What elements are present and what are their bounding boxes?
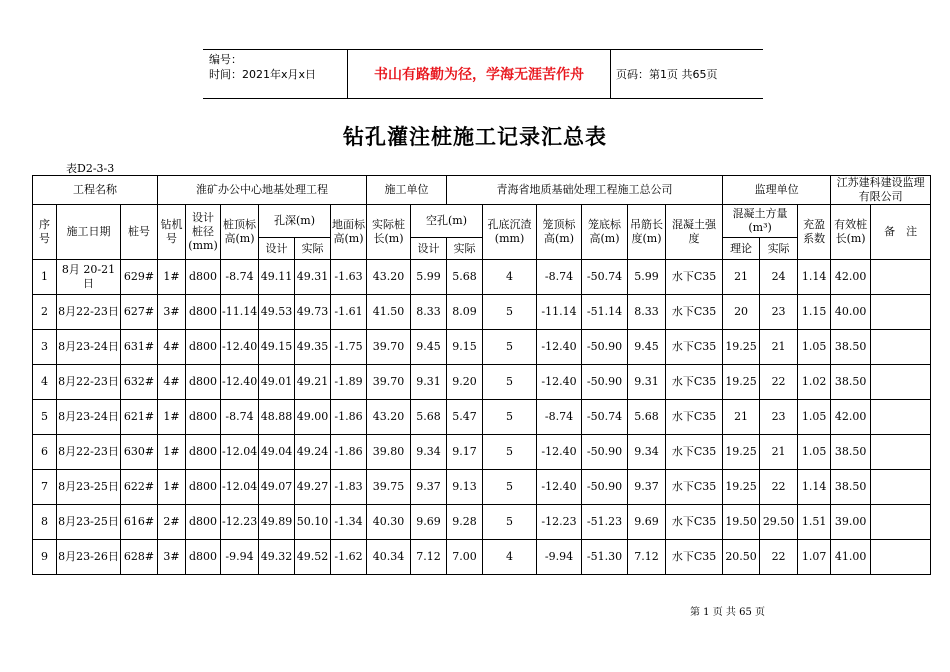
cell-pile: 630# — [121, 435, 158, 470]
col-hole-depth: 孔深(m) — [259, 205, 331, 238]
cell-dia: d800 — [186, 365, 221, 400]
col-empty-hole: 空孔(m) — [411, 205, 483, 238]
cell-rig: 1# — [158, 435, 186, 470]
info-row — [33, 176, 931, 205]
cell-sed: 5 — [483, 505, 537, 540]
cell-cage-top: -12.23 — [537, 505, 582, 540]
cell-date: 8月22-23日 — [57, 365, 121, 400]
project-label: 工程名称 — [33, 176, 158, 205]
cell-pile: 616# — [121, 505, 158, 540]
cell-sed: 5 — [483, 435, 537, 470]
contractor-value: 青海省地质基础处理工程施工总公司 — [447, 176, 723, 205]
cell-empty-d: 9.69 — [411, 505, 447, 540]
cell-pile: 632# — [121, 365, 158, 400]
cell-rig: 1# — [158, 260, 186, 295]
table-row — [33, 505, 931, 540]
cell-len: 39.75 — [367, 470, 411, 505]
cell-conc-a: 22 — [760, 540, 798, 575]
cell-cage-top: -12.40 — [537, 470, 582, 505]
cell-empty-a: 7.00 — [447, 540, 483, 575]
cell-grade: 水下C35 — [666, 330, 723, 365]
cell-rebar: 9.37 — [628, 470, 666, 505]
cell-conc-a: 23 — [760, 295, 798, 330]
cell-grade: 水下C35 — [666, 365, 723, 400]
cell-date: 8月23-24日 — [57, 400, 121, 435]
cell-depth-d: 49.11 — [259, 260, 295, 295]
cell-cage-top: -11.14 — [537, 295, 582, 330]
cell-seq: 9 — [33, 540, 57, 575]
cell-seq: 5 — [33, 400, 57, 435]
col-eff-len: 有效桩长(m) — [831, 205, 871, 260]
cell-grade: 水下C35 — [666, 540, 723, 575]
cell-len: 41.50 — [367, 295, 411, 330]
cell-depth-a: 49.00 — [295, 400, 331, 435]
cell-remark — [871, 470, 931, 505]
cell-depth-a: 50.10 — [295, 505, 331, 540]
cell-pile: 621# — [121, 400, 158, 435]
col-rig-no: 钻机号 — [158, 205, 186, 260]
cell-cage-top: -12.40 — [537, 365, 582, 400]
cell-remark — [871, 295, 931, 330]
cell-empty-d: 5.99 — [411, 260, 447, 295]
col-cage-bottom: 笼底标高(m) — [582, 205, 628, 260]
cell-remark — [871, 330, 931, 365]
cell-cage-top: -8.74 — [537, 260, 582, 295]
cell-empty-a: 5.47 — [447, 400, 483, 435]
cell-ground: -1.86 — [331, 400, 367, 435]
cell-rebar: 9.34 — [628, 435, 666, 470]
cell-cage-top: -8.74 — [537, 400, 582, 435]
cell-sed: 5 — [483, 330, 537, 365]
cell-top: -8.74 — [221, 400, 259, 435]
cell-depth-a: 49.27 — [295, 470, 331, 505]
cell-dia: d800 — [186, 470, 221, 505]
col-empty-actual: 实际 — [447, 238, 483, 260]
cell-ground: -1.34 — [331, 505, 367, 540]
cell-cage-bot: -51.30 — [582, 540, 628, 575]
table-row — [33, 295, 931, 330]
motto: 书山有路勤为径，学海无涯苦作舟 — [347, 50, 611, 98]
col-top-elev: 桩顶标高(m) — [221, 205, 259, 260]
cell-remark — [871, 540, 931, 575]
cell-grade: 水下C35 — [666, 260, 723, 295]
pile-record-table — [32, 175, 931, 575]
cell-ground: -1.75 — [331, 330, 367, 365]
cell-rebar: 5.68 — [628, 400, 666, 435]
contractor-label: 施工单位 — [367, 176, 447, 205]
cell-date: 8月22-23日 — [57, 435, 121, 470]
cell-depth-a: 49.21 — [295, 365, 331, 400]
cell-date: 8月23-25日 — [57, 505, 121, 540]
table-row — [33, 260, 931, 295]
cell-sed: 5 — [483, 470, 537, 505]
cell-coef: 1.07 — [798, 540, 831, 575]
cell-eff: 42.00 — [831, 400, 871, 435]
cell-coef: 1.15 — [798, 295, 831, 330]
cell-len: 40.34 — [367, 540, 411, 575]
cell-dia: d800 — [186, 540, 221, 575]
cell-seq: 3 — [33, 330, 57, 365]
cell-cage-top: -12.40 — [537, 435, 582, 470]
page-info: 页码：第1页 共65页 — [616, 68, 718, 81]
cell-cage-bot: -50.90 — [582, 330, 628, 365]
cell-conc-t: 21 — [723, 260, 760, 295]
table-row — [33, 540, 931, 575]
col-cage-top: 笼顶标高(m) — [537, 205, 582, 260]
cell-rig: 1# — [158, 400, 186, 435]
cell-empty-a: 9.17 — [447, 435, 483, 470]
cell-empty-d: 9.45 — [411, 330, 447, 365]
page-footer: 第 1 页 共 65 页 — [690, 607, 765, 618]
cell-seq: 1 — [33, 260, 57, 295]
cell-eff: 38.50 — [831, 435, 871, 470]
cell-conc-a: 29.50 — [760, 505, 798, 540]
cell-dia: d800 — [186, 260, 221, 295]
table-row — [33, 470, 931, 505]
cell-date: 8月23-25日 — [57, 470, 121, 505]
cell-empty-d: 9.37 — [411, 470, 447, 505]
cell-eff: 41.00 — [831, 540, 871, 575]
cell-empty-a: 9.28 — [447, 505, 483, 540]
cell-depth-d: 49.01 — [259, 365, 295, 400]
cell-len: 39.70 — [367, 330, 411, 365]
col-pile-len: 实际桩长(m) — [367, 205, 411, 260]
cell-empty-a: 9.20 — [447, 365, 483, 400]
cell-pile: 629# — [121, 260, 158, 295]
cell-cage-top: -12.40 — [537, 330, 582, 365]
cell-grade: 水下C35 — [666, 470, 723, 505]
cell-depth-a: 49.73 — [295, 295, 331, 330]
cell-top: -9.94 — [221, 540, 259, 575]
project-value: 淮矿办公中心地基处理工程 — [158, 176, 367, 205]
document-title: 钻孔灌注桩施工记录汇总表 — [343, 124, 607, 149]
table-number: 表D2-3-3 — [66, 162, 115, 175]
col-empty-design: 设计 — [411, 238, 447, 260]
table-row — [33, 400, 931, 435]
cell-rebar: 8.33 — [628, 295, 666, 330]
cell-grade: 水下C35 — [666, 435, 723, 470]
cell-remark — [871, 505, 931, 540]
cell-conc-a: 24 — [760, 260, 798, 295]
cell-conc-a: 22 — [760, 365, 798, 400]
cell-coef: 1.05 — [798, 330, 831, 365]
cell-empty-d: 5.68 — [411, 400, 447, 435]
cell-conc-t: 20 — [723, 295, 760, 330]
cell-grade: 水下C35 — [666, 400, 723, 435]
cell-dia: d800 — [186, 505, 221, 540]
cell-dia: d800 — [186, 330, 221, 365]
cell-ground: -1.61 — [331, 295, 367, 330]
cell-cage-bot: -51.14 — [582, 295, 628, 330]
cell-conc-a: 22 — [760, 470, 798, 505]
cell-rebar: 9.45 — [628, 330, 666, 365]
supervisor-value: 江苏建科建设监理有限公司 — [831, 176, 931, 205]
cell-eff: 42.00 — [831, 260, 871, 295]
cell-conc-a: 23 — [760, 400, 798, 435]
cell-depth-d: 49.04 — [259, 435, 295, 470]
cell-top: -12.23 — [221, 505, 259, 540]
cell-conc-t: 19.25 — [723, 365, 760, 400]
cell-pile: 631# — [121, 330, 158, 365]
cell-coef: 1.02 — [798, 365, 831, 400]
cell-pile: 622# — [121, 470, 158, 505]
cell-cage-bot: -50.74 — [582, 260, 628, 295]
cell-top: -12.40 — [221, 365, 259, 400]
col-sediment: 孔底沉渣(mm) — [483, 205, 537, 260]
cell-grade: 水下C35 — [666, 295, 723, 330]
cell-top: -12.40 — [221, 330, 259, 365]
col-depth-actual: 实际 — [295, 238, 331, 260]
cell-top: -12.04 — [221, 435, 259, 470]
col-pile-no: 桩号 — [121, 205, 158, 260]
cell-date: 8月22-23日 — [57, 295, 121, 330]
col-remark: 备 注 — [871, 205, 931, 260]
cell-ground: -1.86 — [331, 435, 367, 470]
cell-remark — [871, 260, 931, 295]
cell-rebar: 9.69 — [628, 505, 666, 540]
cell-len: 39.80 — [367, 435, 411, 470]
cell-date: 8月23-24日 — [57, 330, 121, 365]
cell-depth-d: 48.88 — [259, 400, 295, 435]
cell-rig: 3# — [158, 540, 186, 575]
time-line: 时间：2021年x月x日 — [209, 68, 317, 81]
supervisor-label: 监理单位 — [723, 176, 831, 205]
cell-cage-bot: -50.90 — [582, 435, 628, 470]
cell-len: 43.20 — [367, 260, 411, 295]
cell-rig: 1# — [158, 470, 186, 505]
cell-coef: 1.05 — [798, 435, 831, 470]
col-rebar-len: 吊筋长度(m) — [628, 205, 666, 260]
cell-empty-d: 7.12 — [411, 540, 447, 575]
cell-ground: -1.83 — [331, 470, 367, 505]
cell-len: 39.70 — [367, 365, 411, 400]
cell-conc-t: 19.25 — [723, 330, 760, 365]
cell-depth-a: 49.35 — [295, 330, 331, 365]
cell-ground: -1.89 — [331, 365, 367, 400]
cell-rig: 4# — [158, 330, 186, 365]
cell-depth-d: 49.89 — [259, 505, 295, 540]
cell-conc-a: 21 — [760, 435, 798, 470]
cell-cage-bot: -50.90 — [582, 470, 628, 505]
cell-sed: 4 — [483, 540, 537, 575]
cell-depth-d: 49.07 — [259, 470, 295, 505]
cell-top: -12.04 — [221, 470, 259, 505]
cell-rig: 4# — [158, 365, 186, 400]
cell-ground: -1.63 — [331, 260, 367, 295]
cell-conc-t: 19.50 — [723, 505, 760, 540]
cell-coef: 1.14 — [798, 260, 831, 295]
col-concrete-actual: 实际 — [760, 238, 798, 260]
cell-dia: d800 — [186, 295, 221, 330]
cell-empty-a: 9.13 — [447, 470, 483, 505]
cell-top: -11.14 — [221, 295, 259, 330]
col-date: 施工日期 — [57, 205, 121, 260]
cell-eff: 38.50 — [831, 470, 871, 505]
page-header — [203, 49, 763, 99]
cell-cage-bot: -50.90 — [582, 365, 628, 400]
col-seq: 序号 — [33, 205, 57, 260]
cell-remark — [871, 400, 931, 435]
cell-remark — [871, 435, 931, 470]
col-ground-elev: 地面标高(m) — [331, 205, 367, 260]
cell-sed: 4 — [483, 260, 537, 295]
cell-empty-d: 9.34 — [411, 435, 447, 470]
cell-seq: 8 — [33, 505, 57, 540]
cell-empty-a: 5.68 — [447, 260, 483, 295]
col-concrete-grade: 混凝土强度 — [666, 205, 723, 260]
cell-ground: -1.62 — [331, 540, 367, 575]
cell-sed: 5 — [483, 400, 537, 435]
cell-empty-a: 9.15 — [447, 330, 483, 365]
cell-coef: 1.05 — [798, 400, 831, 435]
cell-len: 40.30 — [367, 505, 411, 540]
cell-depth-d: 49.15 — [259, 330, 295, 365]
cell-dia: d800 — [186, 435, 221, 470]
table-body — [33, 260, 931, 575]
serial-label: 编号： — [209, 53, 242, 66]
cell-remark — [871, 365, 931, 400]
col-diameter: 设计桩径(mm) — [186, 205, 221, 260]
cell-rebar: 9.31 — [628, 365, 666, 400]
cell-rebar: 5.99 — [628, 260, 666, 295]
cell-seq: 2 — [33, 295, 57, 330]
cell-seq: 6 — [33, 435, 57, 470]
col-fill-coef: 充盈系数 — [798, 205, 831, 260]
cell-cage-bot: -50.74 — [582, 400, 628, 435]
header-row-1 — [33, 205, 931, 238]
cell-depth-a: 49.52 — [295, 540, 331, 575]
cell-eff: 38.50 — [831, 365, 871, 400]
cell-seq: 4 — [33, 365, 57, 400]
table-row — [33, 330, 931, 365]
cell-eff: 38.50 — [831, 330, 871, 365]
col-concrete-qty: 混凝土方量(m³) — [723, 205, 798, 238]
cell-date: 8月23-26日 — [57, 540, 121, 575]
cell-conc-t: 19.25 — [723, 470, 760, 505]
col-concrete-theory: 理论 — [723, 238, 760, 260]
cell-eff: 39.00 — [831, 505, 871, 540]
cell-rig: 2# — [158, 505, 186, 540]
cell-depth-d: 49.53 — [259, 295, 295, 330]
cell-sed: 5 — [483, 365, 537, 400]
cell-eff: 40.00 — [831, 295, 871, 330]
cell-len: 43.20 — [367, 400, 411, 435]
cell-grade: 水下C35 — [666, 505, 723, 540]
cell-depth-a: 49.31 — [295, 260, 331, 295]
header-meta — [209, 52, 316, 82]
cell-top: -8.74 — [221, 260, 259, 295]
cell-empty-d: 9.31 — [411, 365, 447, 400]
col-depth-design: 设计 — [259, 238, 295, 260]
cell-empty-d: 8.33 — [411, 295, 447, 330]
table-row — [33, 365, 931, 400]
cell-dia: d800 — [186, 400, 221, 435]
cell-pile: 627# — [121, 295, 158, 330]
cell-empty-a: 8.09 — [447, 295, 483, 330]
cell-pile: 628# — [121, 540, 158, 575]
cell-conc-t: 20.50 — [723, 540, 760, 575]
cell-sed: 5 — [483, 295, 537, 330]
cell-conc-t: 21 — [723, 400, 760, 435]
table-row — [33, 435, 931, 470]
cell-date: 8月 20-21日 — [57, 260, 121, 295]
cell-rig: 3# — [158, 295, 186, 330]
cell-cage-bot: -51.23 — [582, 505, 628, 540]
cell-coef: 1.51 — [798, 505, 831, 540]
cell-depth-d: 49.32 — [259, 540, 295, 575]
cell-seq: 7 — [33, 470, 57, 505]
cell-conc-t: 19.25 — [723, 435, 760, 470]
cell-rebar: 7.12 — [628, 540, 666, 575]
cell-conc-a: 21 — [760, 330, 798, 365]
cell-depth-a: 49.24 — [295, 435, 331, 470]
cell-coef: 1.14 — [798, 470, 831, 505]
cell-cage-top: -9.94 — [537, 540, 582, 575]
